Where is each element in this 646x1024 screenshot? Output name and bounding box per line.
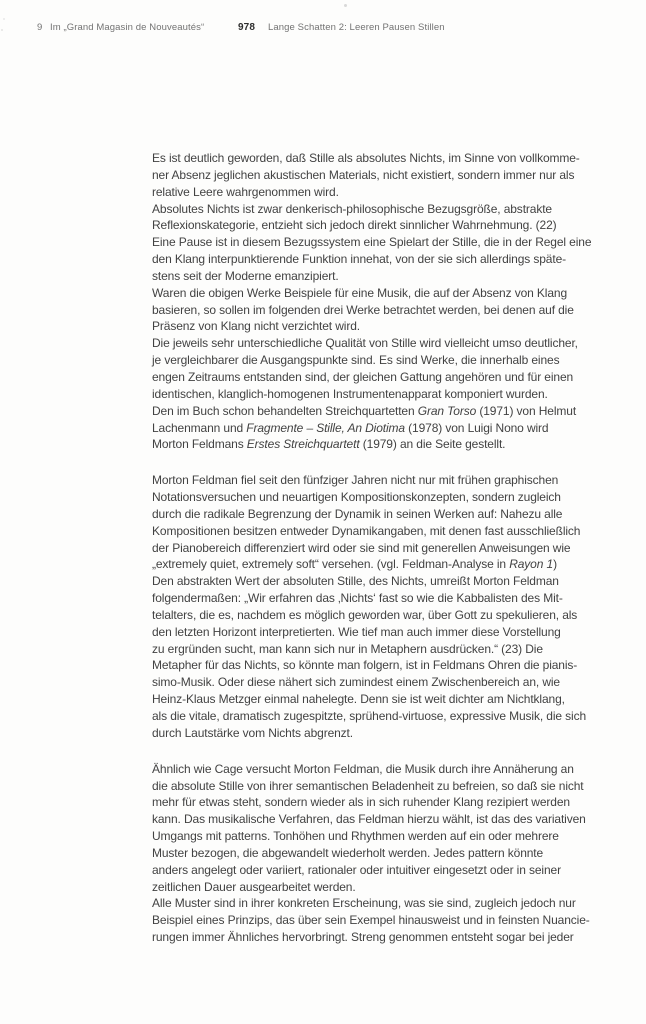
text-line: Metapher für das Nichts, so könnte man folgern, ist in Feldmans Ohren die pianis-	[152, 658, 578, 673]
text-line: Es ist deutlich geworden, daß Stille als absolutes Nichts, im Sinne von vollkomme-	[152, 151, 580, 165]
text-line: anders angelegt oder variiert, rationaler oder intuitiver eingesetzt oder in seiner	[152, 862, 561, 877]
section-title: Lange Schatten 2: Leeren Pausen Stillen	[268, 22, 445, 33]
text-line: relative Leere wahrgenommen wird.	[152, 184, 339, 199]
text-line: Den im Buch schon behandelten Streichquartetten Gran Torso (1971) von Helmut	[152, 403, 577, 418]
paragraph	[152, 472, 634, 742]
text-line: rungen immer Ähnliches hervorbringt. Streng genommen entsteht sogar bei jeder	[152, 930, 574, 945]
text-line: als die vitale, dramatisch zugespitzte, sprühend-virtuose, expressive Musik, die sich	[152, 709, 586, 723]
text-line: Lachenmann und Fragmente – Stille, An Diotima (1978) von Luigi Nono wird	[152, 420, 549, 435]
text-line: Notationsversuchen und neuartigen Kompositionskonzepten, sondern zugleich	[152, 490, 561, 505]
text-line: den letzten Horizont interpretierten. Wie tief man auch immer diese Vorstellung	[152, 624, 561, 639]
text-line: Den abstrakten Wert der absoluten Stille, des Nichts, umreißt Morton Feldman	[152, 574, 559, 589]
text-line: basieren, so sollen im folgenden drei Werke betrachtet werden, bei denen auf die	[152, 302, 574, 317]
paragraph	[152, 150, 634, 453]
text-line: Absolutes Nichts ist zwar denkerisch-philosophische Bezugsgröße, abstrakte	[152, 201, 552, 216]
paragraph	[152, 761, 634, 946]
running-header	[0, 22, 646, 36]
text-line: der Pianobereich differenziert wird oder sie sind mit generellen Anweisungen wie	[152, 540, 571, 555]
scan-speck	[3, 18, 5, 20]
text-line: folgendermaßen: „Wir erfahren das ‚Nichts‘ fast so wie die Kabbalisten des Mit-	[152, 591, 563, 606]
text-line: stens seit der Moderne emanzipiert.	[152, 268, 339, 283]
text-line: Umgangs mit patterns. Tonhöhen und Rhythmen werden auf ein oder mehrere	[152, 829, 559, 844]
text-line: identischen, klanglich-homogenen Instrumentenapparat komponiert wurden.	[152, 386, 548, 401]
text-line: „extremely quiet, extremely soft“ versehen. (vgl. Feldman-Analyse in Rayon 1)	[152, 557, 557, 572]
text-line: engen Zeitraums entstanden sind, der gleichen Gattung angehören und für einen	[152, 369, 574, 384]
text-column	[152, 150, 634, 965]
scan-speck	[1, 29, 3, 31]
text-line: Morton Feldmans Erstes Streichquartett (1979) an die Seite gestellt.	[152, 437, 506, 452]
text-line: Alle Muster sind in ihrer konkreten Erscheinung, was sie sind, zugleich jedoch nur	[152, 896, 576, 911]
chapter-title: Im „Grand Magasin de Nouveautés“	[50, 22, 205, 33]
text-line: ner Absenz jeglichen akustischen Materials, nicht existiert, sondern immer nur als	[152, 167, 575, 182]
text-line: den Klang interpunktierende Funktion innehat, von der sie sich allerdings späte-	[152, 252, 566, 267]
text-line: Heinz-Klaus Metzger einmal nahelegte. Denn sie ist weit dichter am Nichtklang,	[152, 692, 565, 707]
text-line: simo-Musik. Oder diese nähert sich zumindest einem Zwischenbereich an, wie	[152, 675, 560, 690]
text-line: Präsenz von Klang nicht verzichtet wird.	[152, 319, 360, 334]
text-line: Muster bezogen, die abgewandelt wiederholt werden. Jedes pattern könnte	[152, 845, 544, 860]
text-line: Die jeweils sehr unterschiedliche Qualität von Stille wird vielleicht umso deutlicher,	[152, 336, 578, 351]
text-line: Kompositionen besitzen entweder Dynamikangaben, mit denen fast ausschließlich	[152, 523, 581, 538]
text-line: durch Lautstärke vom Nichts abgrenzt.	[152, 725, 353, 740]
text-line: Eine Pause ist in diesem Bezugssystem eine Spielart der Stille, die in der Regel eine	[152, 235, 592, 250]
text-line: telalters, die es, nachdem es möglich geworden war, über Gott zu spekulieren, als	[152, 607, 578, 622]
text-line: zeitlichen Dauer ausgearbeitet werden.	[152, 879, 356, 894]
text-line: je vergleichbarer die Ausgangspunkte sind. Es sind Werke, die innerhalb eines	[152, 353, 560, 368]
text-line: zu ergründen sucht, man kann sich nur in Metaphern ausdrücken.“ (23) Die	[152, 641, 543, 656]
text-line: die absolute Stille von ihrer semantischen Beladenheit zu befreien, so daß sie nicht	[152, 778, 584, 793]
text-line: Waren die obigen Werke Beispiele für eine Musik, die auf der Absenz von Klang	[152, 285, 568, 300]
scan-speck	[344, 4, 347, 7]
page-number: 978	[238, 22, 255, 33]
chapter-number: 9	[37, 22, 43, 33]
text-line: kann. Das musikalische Verfahren, das Feldman hierzu wählt, ist das des variativen	[152, 812, 586, 827]
text-line: Morton Feldman fiel seit den fünfziger Jahren nicht nur mit frühen graphischen	[152, 473, 559, 488]
text-line: Beispiel eines Prinzips, das über sein Exempel hinausweist und in feinsten Nuancie-	[152, 913, 590, 928]
text-line: Reflexionskategorie, entzieht sich jedoch direkt sinnlicher Wahrnehmung. (22)	[152, 218, 557, 233]
text-line: mehr für etwas steht, sondern wieder als in sich ruhender Klang rezipiert werden	[152, 795, 570, 810]
text-line: durch die radikale Begrenzung der Dynamik in seinen Werken auf: Nahezu alle	[152, 506, 563, 521]
text-line: Ähnlich wie Cage versucht Morton Feldman, die Musik durch ihre Annäherung an	[152, 761, 574, 776]
